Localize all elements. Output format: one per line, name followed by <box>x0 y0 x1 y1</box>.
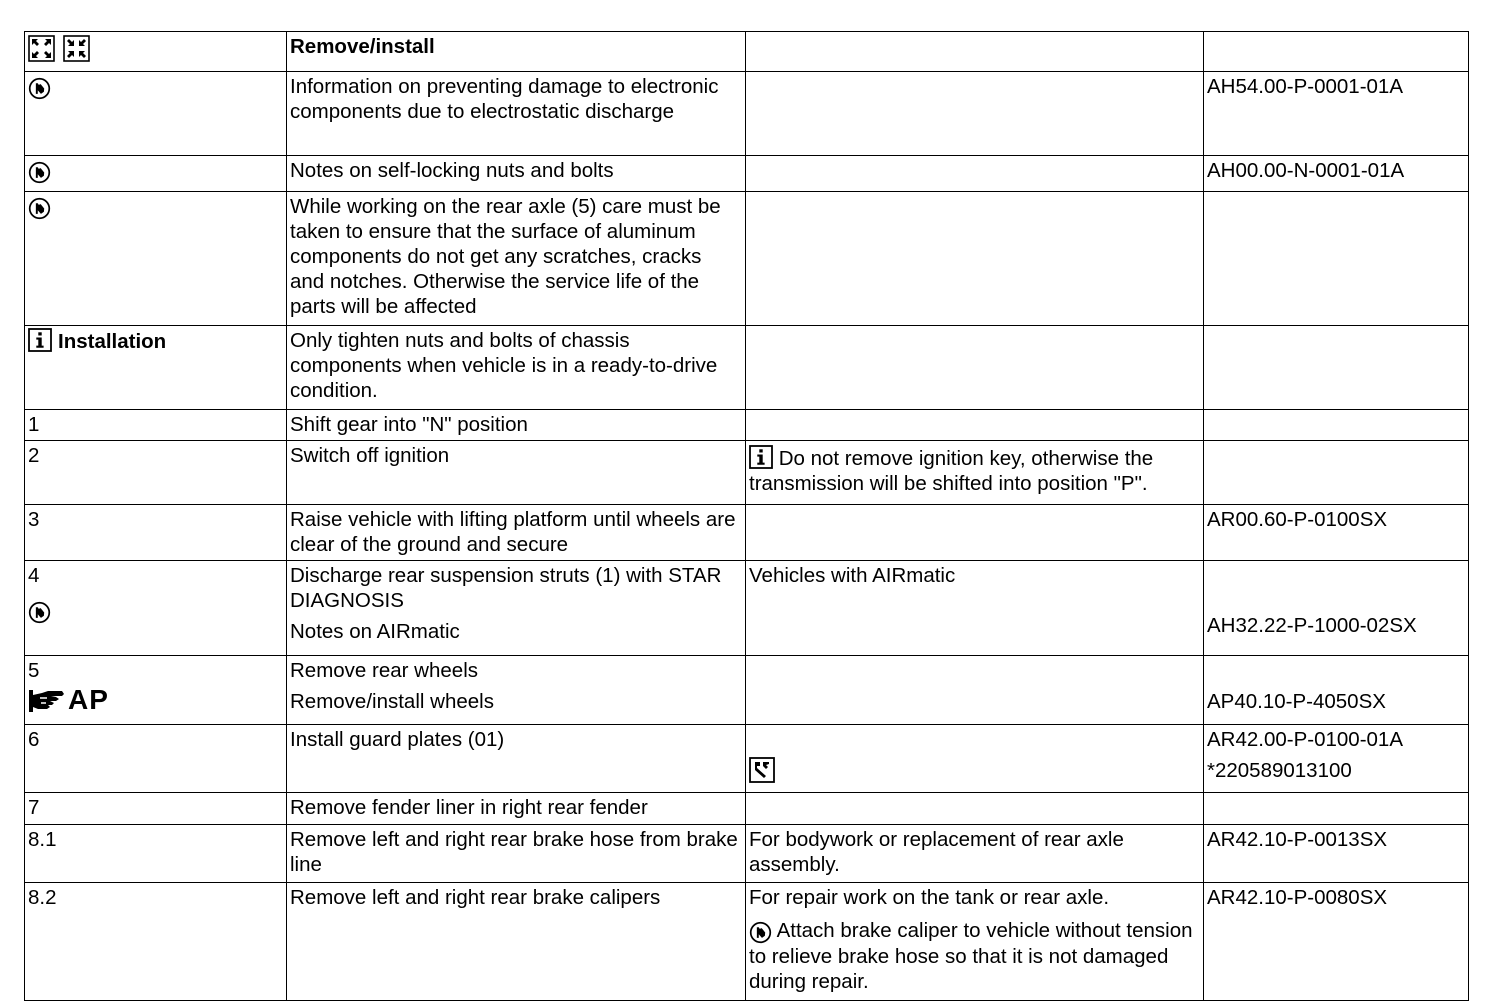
doc-reference-link[interactable]: AR42.10-P-0080SX <box>1204 883 1469 1001</box>
note-hand-icon <box>28 77 51 100</box>
step-number: 6 <box>25 725 287 793</box>
note-row-self-locking <box>25 156 1469 192</box>
step-condition: Vehicles with AIRmatic <box>746 561 1204 656</box>
step-text: Remove fender liner in right rear fender <box>287 793 746 825</box>
doc-reference-link[interactable]: AR00.60-P-0100SX <box>1204 505 1469 561</box>
step-row <box>25 410 1469 441</box>
step-row <box>25 561 1469 656</box>
step-row <box>25 883 1469 1001</box>
step-text: Remove rear wheels <box>290 659 478 682</box>
step-condition: For bodywork or replacement of rear axle assembly. <box>746 825 1204 883</box>
step-number: 8.2 <box>25 883 287 1001</box>
doc-reference-link[interactable]: AH54.00-P-0001-01A <box>1204 72 1469 156</box>
step-number: 2 <box>25 441 287 505</box>
ap-label: AP <box>68 684 109 715</box>
step-text: Raise vehicle with lifting platform until wheels are clear of the ground and secure <box>287 505 746 561</box>
step-note-text: Attach brake caliper to vehicle without tension to relieve brake hose so that it is not damaged during repair. <box>749 919 1193 993</box>
procedure-table <box>24 31 1469 1001</box>
step-row <box>25 505 1469 561</box>
section-title: Remove/install <box>287 32 746 72</box>
note-text: Notes on self-locking nuts and bolts <box>287 156 746 192</box>
step-row <box>25 725 1469 793</box>
step-row <box>25 441 1469 505</box>
installation-row <box>25 326 1469 410</box>
doc-reference-link[interactable]: AH32.22-P-1000-02SX <box>1207 614 1417 637</box>
step-condition: For repair work on the tank or rear axle. <box>749 886 1110 909</box>
note-hand-icon <box>28 197 51 220</box>
note-text: Information on preventing damage to electronic components due to electrostatic discharge <box>287 72 746 156</box>
expand-arrows-icon[interactable] <box>28 35 55 62</box>
step-number: 1 <box>25 410 287 441</box>
step-text: Switch off ignition <box>287 441 746 505</box>
note-row-esd <box>25 72 1469 156</box>
step-number: 5 <box>28 659 40 682</box>
step-text: Discharge rear suspension struts (1) with STAR DIAGNOSIS <box>290 564 722 612</box>
step-subtext: Remove/install wheels <box>290 690 494 713</box>
step-row <box>25 656 1469 725</box>
collapse-arrows-icon[interactable] <box>63 35 90 62</box>
info-icon <box>749 445 773 469</box>
step-number: 7 <box>25 793 287 825</box>
table-header-row <box>25 32 1469 72</box>
step-text: Install guard plates (01) <box>287 725 746 793</box>
info-icon <box>28 328 52 352</box>
doc-reference-link[interactable]: AH00.00-N-0001-01A <box>1204 156 1469 192</box>
step-note-text: Do not remove ignition key, otherwise the transmission will be shifted into position "P". <box>749 447 1154 495</box>
step-number: 4 <box>28 564 40 587</box>
step-row <box>25 793 1469 825</box>
note-text: While working on the rear axle (5) care must be taken to ensure that the surface of aluminum components do not get any scratches, cracks and notches. Otherwise the service life of the parts will be affected <box>287 192 746 326</box>
note-row-aluminum <box>25 192 1469 326</box>
pointing-hand-icon <box>28 689 66 713</box>
doc-reference-link[interactable]: AP40.10-P-4050SX <box>1207 690 1386 713</box>
special-tool-icon <box>749 757 775 783</box>
tool-reference-link[interactable]: *220589013100 <box>1207 759 1352 782</box>
header-icons-cell <box>25 32 287 72</box>
step-text: Remove left and right rear brake hose from brake line <box>287 825 746 883</box>
installation-text: Only tighten nuts and bolts of chassis components when vehicle is in a ready-to-drive condition. <box>287 326 746 410</box>
doc-reference-link[interactable]: AR42.00-P-0100-01A <box>1207 728 1404 751</box>
doc-reference-link[interactable]: AR42.10-P-0013SX <box>1204 825 1469 883</box>
step-subtext: Notes on AIRmatic <box>290 620 460 643</box>
step-number: 3 <box>25 505 287 561</box>
step-text: Shift gear into "N" position <box>287 410 746 441</box>
step-row <box>25 825 1469 883</box>
step-text: Remove left and right rear brake calipers <box>287 883 746 1001</box>
note-hand-icon <box>28 161 51 184</box>
note-hand-icon <box>749 921 772 944</box>
installation-label: Installation <box>58 330 167 353</box>
step-number: 8.1 <box>25 825 287 883</box>
note-hand-icon <box>28 601 51 624</box>
